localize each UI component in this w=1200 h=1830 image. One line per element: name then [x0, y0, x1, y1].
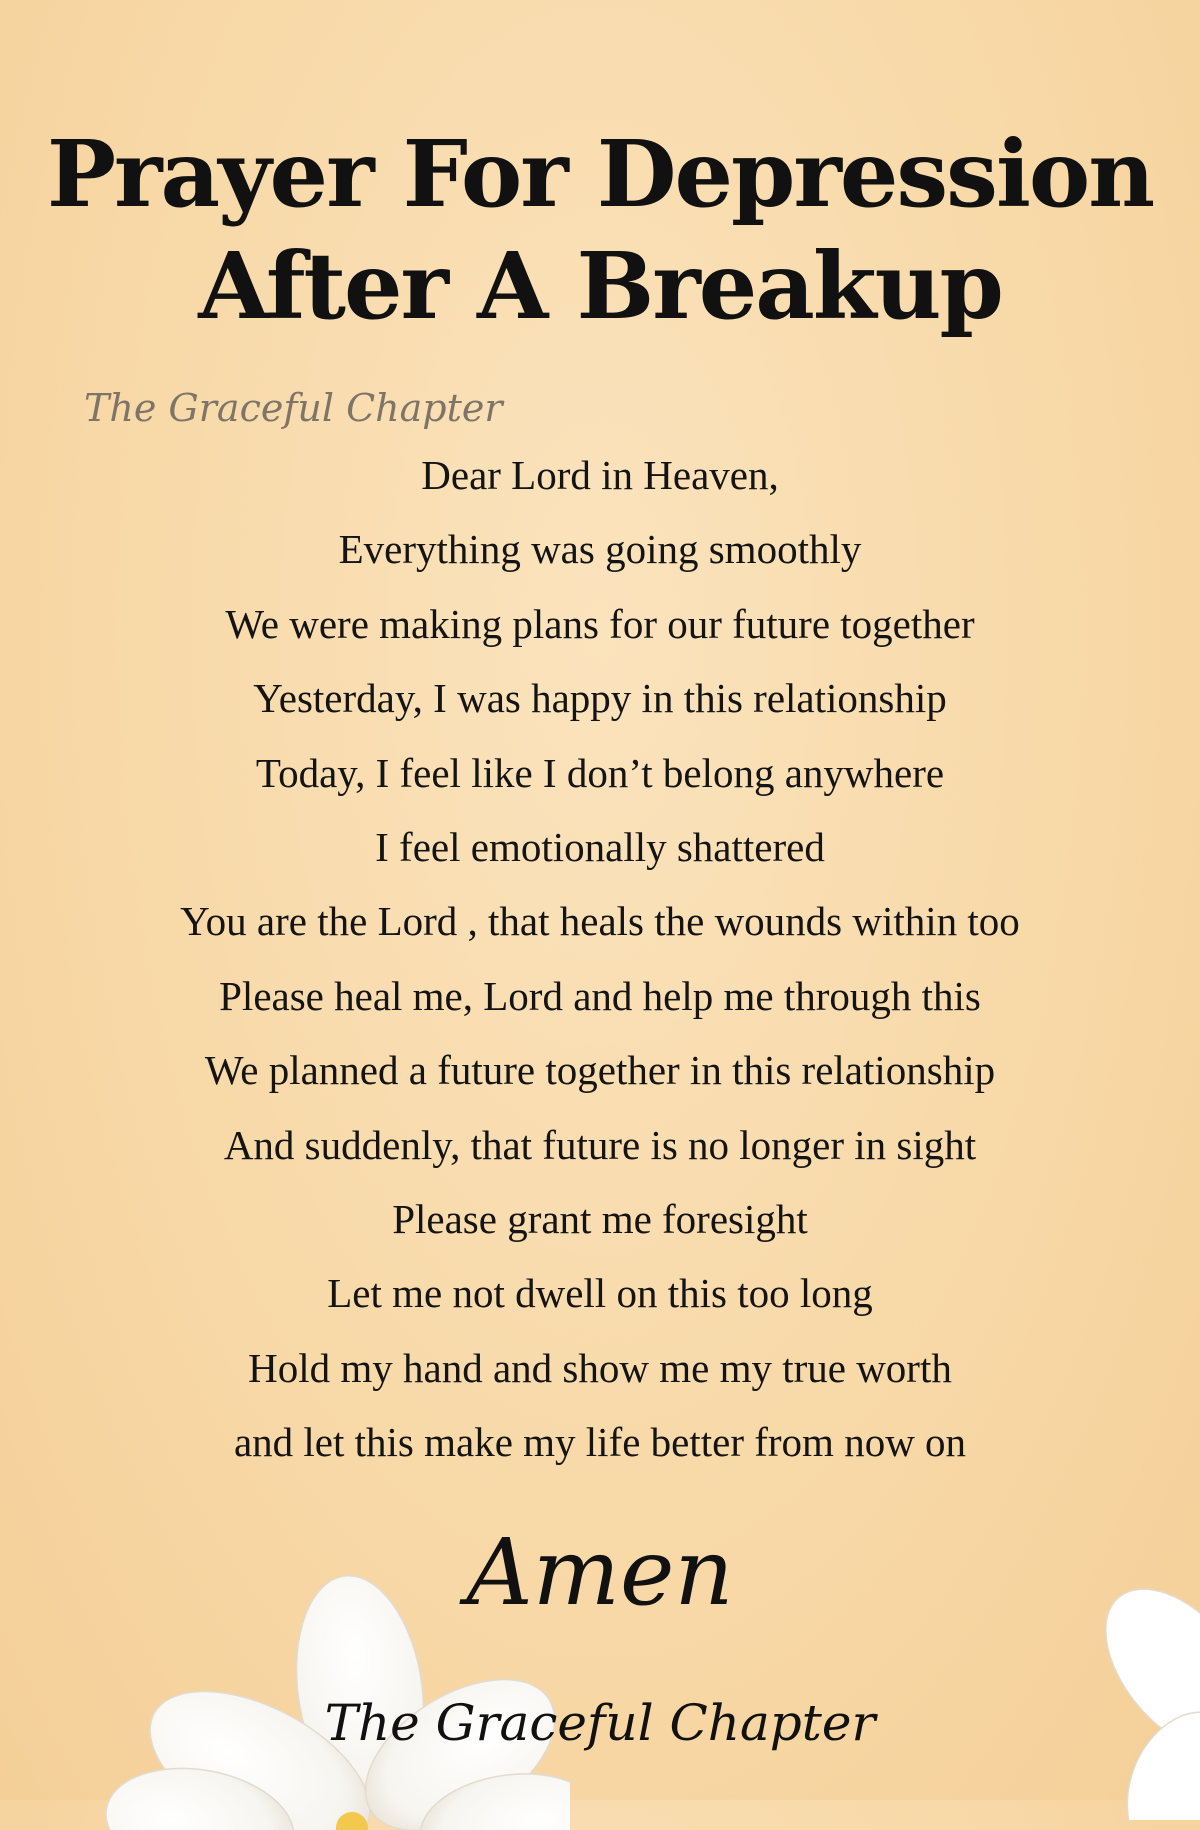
prayer-line: Please heal me, Lord and help me through this: [219, 972, 981, 1019]
signature: The Graceful Chapter: [324, 1694, 876, 1752]
prayer-text: [60, 438, 1140, 1479]
flower-right-icon: [1070, 1560, 1200, 1820]
watermark-top: The Graceful Chapter: [84, 386, 503, 430]
prayer-line: Let me not dwell on this too long: [327, 1270, 873, 1317]
page-title: [40, 118, 1160, 342]
prayer-line: We planned a future together in this relationship: [204, 1047, 996, 1094]
title-line-1: Prayer For Depression: [46, 120, 1154, 228]
title-line-2: After A Breakup: [198, 232, 1002, 340]
amen-closing: Amen: [466, 1519, 734, 1626]
prayer-line: Please grant me foresight: [392, 1195, 808, 1242]
prayer-line: You are the Lord , that heals the wounds within too: [180, 898, 1020, 945]
prayer-line: Hold my hand and show me my true worth: [248, 1344, 952, 1391]
prayer-line: And suddenly, that future is no longer in sight: [223, 1121, 977, 1168]
prayer-line: Everything was going smoothly: [338, 526, 862, 573]
prayer-line: Yesterday, I was happy in this relationship: [253, 675, 947, 722]
prayer-line: and let this make my life better from now on: [233, 1419, 967, 1466]
prayer-line: Today, I feel like I don’t belong anywhere: [255, 749, 945, 796]
prayer-line: Dear Lord in Heaven,: [421, 452, 779, 498]
prayer-line: I feel emotionally shattered: [375, 823, 825, 870]
prayer-line: We were making plans for our future together: [225, 600, 975, 647]
